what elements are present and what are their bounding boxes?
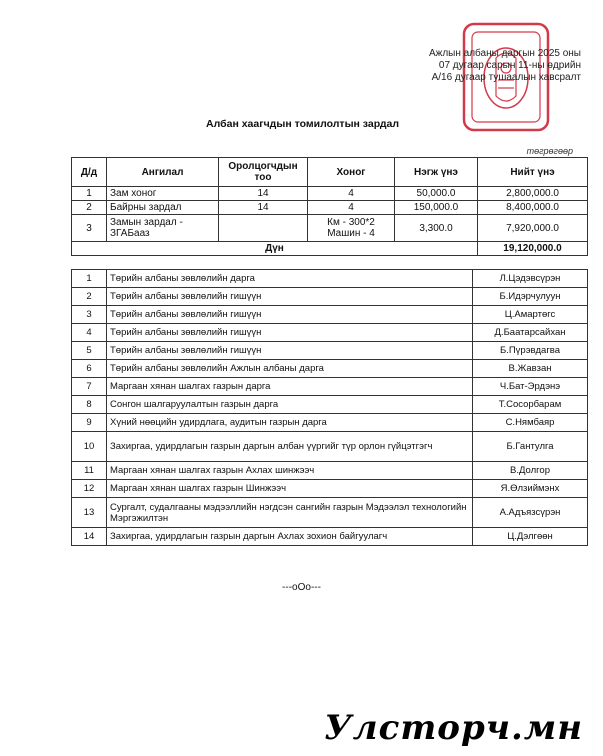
document-end-mark: ---oOo--- bbox=[282, 582, 321, 593]
member-name: В.Жавзан bbox=[473, 360, 588, 378]
member-row bbox=[72, 342, 588, 360]
row-number: 1 bbox=[72, 270, 107, 288]
row-number: 9 bbox=[72, 414, 107, 432]
member-row bbox=[72, 432, 588, 462]
header-line-3: A/16 дугаар тушаалын хавсралт bbox=[431, 72, 581, 83]
row-number: 7 bbox=[72, 378, 107, 396]
col-header: Ангилал bbox=[107, 158, 219, 187]
col-header: Хоног bbox=[308, 158, 395, 187]
row-number: 2 bbox=[72, 288, 107, 306]
document-title: Албан хаагчдын томилолтын зардал bbox=[206, 118, 400, 130]
member-position: Захиргаа, удирдлагын газрын даргын Ахлах зохион байгуулагч bbox=[107, 528, 473, 546]
member-position: Маргаан хянан шалгах газрын Ахлах шинжээч bbox=[107, 462, 473, 480]
row-number: 5 bbox=[72, 342, 107, 360]
site-watermark-logo: Улсторч.мн bbox=[324, 708, 583, 748]
cost-table-header bbox=[72, 158, 588, 187]
member-name: Б.Пүрэвдагва bbox=[473, 342, 588, 360]
col-header: Нэгж үнэ bbox=[395, 158, 478, 187]
member-row bbox=[72, 378, 588, 396]
row-number: 3 bbox=[72, 215, 107, 242]
member-row bbox=[72, 480, 588, 498]
member-position: Төрийн албаны зөвлөлийн гишүүн bbox=[107, 306, 473, 324]
cost-table bbox=[71, 157, 588, 256]
member-position: Төрийн албаны зөвлөлийн Ажлын албаны дарга bbox=[107, 360, 473, 378]
table-row bbox=[72, 215, 588, 242]
member-position: Маргаан хянан шалгах газрын дарга bbox=[107, 378, 473, 396]
row-number: 8 bbox=[72, 396, 107, 414]
participants bbox=[219, 215, 308, 242]
row-number: 13 bbox=[72, 498, 107, 528]
member-row bbox=[72, 288, 588, 306]
category: Замын зардал - ЗГАБааз bbox=[107, 215, 219, 242]
col-header: Оролцогчдын тоо bbox=[219, 158, 308, 187]
participants: 14 bbox=[219, 187, 308, 201]
header-line-2: 07 дугаар сарын 11-ны өдрийн bbox=[438, 60, 581, 71]
member-row bbox=[72, 528, 588, 546]
row-number: 10 bbox=[72, 432, 107, 462]
member-name: Т.Сосорбарам bbox=[473, 396, 588, 414]
row-number: 1 bbox=[72, 187, 107, 201]
member-row bbox=[72, 270, 588, 288]
members-table bbox=[71, 269, 588, 546]
col-header: Д/д bbox=[72, 158, 107, 187]
member-name: Ц.Амартөгс bbox=[473, 306, 588, 324]
row-number: 11 bbox=[72, 462, 107, 480]
member-position: Төрийн албаны зөвлөлийн дарга bbox=[107, 270, 473, 288]
member-row bbox=[72, 360, 588, 378]
member-position: Төрийн албаны зөвлөлийн гишүүн bbox=[107, 288, 473, 306]
header-line-1: Ажлын албаны даргын 2025 оны bbox=[428, 48, 581, 59]
participants: 14 bbox=[219, 201, 308, 215]
total-price: 8,400,000.0 bbox=[478, 201, 588, 215]
member-position: Төрийн албаны зөвлөлийн гишүүн bbox=[107, 324, 473, 342]
days: Км - 300*2 Машин - 4 bbox=[308, 215, 395, 242]
member-position: Төрийн албаны зөвлөлийн гишүүн bbox=[107, 342, 473, 360]
row-number: 2 bbox=[72, 201, 107, 215]
member-row bbox=[72, 396, 588, 414]
member-position: Маргаан хянан шалгах газрын Шинжээч bbox=[107, 480, 473, 498]
table-row bbox=[72, 187, 588, 201]
total-price: 2,800,000.0 bbox=[478, 187, 588, 201]
unit-price: 50,000.0 bbox=[395, 187, 478, 201]
row-number: 14 bbox=[72, 528, 107, 546]
total-row bbox=[72, 242, 588, 256]
total-value: 19,120,000.0 bbox=[478, 242, 588, 256]
member-name: А.Адъязсүрэн bbox=[473, 498, 588, 528]
member-row bbox=[72, 324, 588, 342]
member-name: В.Долгор bbox=[473, 462, 588, 480]
member-name: С.Нямбаяр bbox=[473, 414, 588, 432]
member-row bbox=[72, 414, 588, 432]
days: 4 bbox=[308, 187, 395, 201]
unit-price: 150,000.0 bbox=[395, 201, 478, 215]
document-header bbox=[351, 48, 581, 84]
member-name: Ц.Дэлгөөн bbox=[473, 528, 588, 546]
total-label: Дүн bbox=[72, 242, 478, 256]
row-number: 4 bbox=[72, 324, 107, 342]
row-number: 3 bbox=[72, 306, 107, 324]
member-name: Д.Баатарсайхан bbox=[473, 324, 588, 342]
category: Байрны зардал bbox=[107, 201, 219, 215]
col-header: Нийт үнэ bbox=[478, 158, 588, 187]
row-number: 6 bbox=[72, 360, 107, 378]
member-row bbox=[72, 306, 588, 324]
member-row bbox=[72, 498, 588, 528]
currency-unit: төгрөгөөр bbox=[526, 146, 573, 156]
days: 4 bbox=[308, 201, 395, 215]
member-position: Сонгон шалгаруулалтын газрын дарга bbox=[107, 396, 473, 414]
table-row bbox=[72, 201, 588, 215]
category: Зам хоног bbox=[107, 187, 219, 201]
unit-price: 3,300.0 bbox=[395, 215, 478, 242]
member-position: Сургалт, судалгааны мэдээллийн нэгдсэн сангийн газрын Мэдээлэл технологийн Мэргэжилтэн bbox=[107, 498, 473, 528]
member-name: Я.Өлзиймэнх bbox=[473, 480, 588, 498]
member-row bbox=[72, 462, 588, 480]
row-number: 12 bbox=[72, 480, 107, 498]
total-price: 7,920,000.0 bbox=[478, 215, 588, 242]
member-position: Хүний нөөцийн удирдлага, аудитын газрын дарга bbox=[107, 414, 473, 432]
member-name: Б.Идэрчулуун bbox=[473, 288, 588, 306]
member-position: Захиргаа, удирдлагын газрын даргын албан үүргийг түр орлон гүйцэтгэгч bbox=[107, 432, 473, 462]
member-name: Б.Гантулга bbox=[473, 432, 588, 462]
member-name: Ч.Бат-Эрдэнэ bbox=[473, 378, 588, 396]
member-name: Л.Цэдэвсүрэн bbox=[473, 270, 588, 288]
